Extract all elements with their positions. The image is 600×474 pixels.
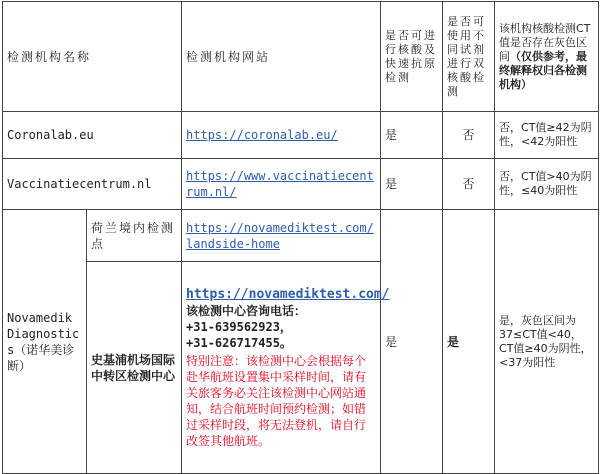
header-name: 检测机构名称 (3, 2, 182, 112)
airport-center-details (182, 262, 390, 474)
rapid-antigen-value: 是 (381, 112, 443, 159)
phone-label: 该检测中心咨询电话： (186, 304, 307, 318)
dual-reagent-value: 否 (443, 112, 495, 159)
header-ct-grey-text: 该机构核酸检测CT值是否存在灰色区间 (499, 21, 591, 63)
institution-website-link[interactable]: https://novamediktest.com/ (186, 287, 390, 302)
rapid-antigen-value: 是 (381, 159, 443, 210)
institution-name: Vaccinatiecentrum.nl (3, 159, 182, 210)
phone-number: +31-639562923， (186, 320, 292, 334)
phone-number: +31-626717455。 (186, 336, 292, 350)
testing-institutions-table (2, 1, 599, 474)
institution-website-link[interactable]: https://novamediktest.com/landside-home (186, 220, 374, 251)
header-website: 检测机构网站 (182, 2, 381, 112)
table-row (3, 210, 599, 262)
rapid-antigen-value: 是 (381, 210, 443, 474)
ct-value: 否，CT值>40为阴性，≤40为阳性 (495, 159, 599, 210)
institution-website-cell (182, 112, 381, 159)
header-row (3, 2, 599, 112)
institution-website-link[interactable]: https://www.vaccinatiecentrum.nl/ (186, 169, 374, 199)
dual-reagent-value: 否 (443, 159, 495, 210)
sub-site-label: 荷兰境内检测点 (87, 210, 182, 262)
institution-website-cell (182, 210, 381, 262)
header-rapid-antigen: 是否可进行核酸及快速抗原检测 (381, 2, 443, 112)
institution-name: Novamedik Diagnostics（诺华美诊断） (3, 210, 87, 474)
institution-website-link[interactable]: https://coronalab.eu/ (186, 128, 338, 142)
table-row (3, 112, 599, 159)
header-ct-grey (495, 2, 599, 112)
ct-value: 是，灰色区间为37≤CT值<40，CT值≥40为阴性，<37为阳性 (495, 210, 599, 474)
header-ct-grey-note: （仅供参考，最终解释权归各检测机构） (499, 49, 588, 91)
institution-website-cell (182, 159, 381, 210)
sub-site-label: 史基浦机场国际中转区检测中心 (87, 262, 182, 474)
special-notice: 特别注意：该检测中心会根据每个赴华航班设置集中采样时间，请有关旅客务必关注该检测中心网站通知，结合航班时间预约检测；如错过采样时段，将无法登机，请自行改签其他航班。 (186, 354, 367, 448)
table-row (3, 159, 599, 210)
dual-reagent-value: 是 (443, 210, 495, 474)
ct-value: 否，CT值≥42为阴性，<42为阳性 (495, 112, 599, 159)
institution-name: Coronalab.eu (3, 112, 182, 159)
header-dual-reagent: 是否可使用不同试剂进行双核酸检测 (443, 2, 495, 112)
